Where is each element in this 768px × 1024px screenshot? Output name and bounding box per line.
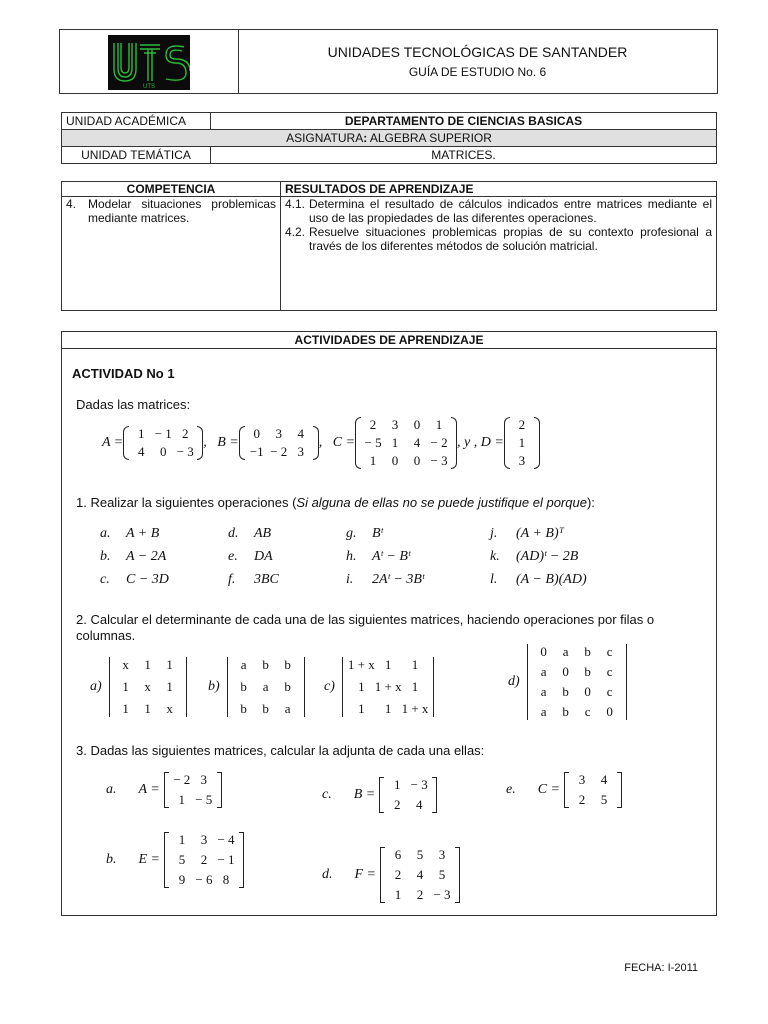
adjoint-cell: 8 bbox=[222, 872, 230, 887]
adjoint-cell: 1 bbox=[178, 792, 185, 807]
adjoint-cell: 1 bbox=[394, 887, 402, 902]
resultados-cell: 4.1. Determina el resultado de cálculos indicados entre matrices mediante el uso de las propiedades de las diferentes operaciones. 4.2. Resuelve situaciones problemicas propias de su contexto profesional a través de los diferentes métodos de solución matricial. bbox=[281, 197, 717, 311]
matrix-d-cell: 1 bbox=[518, 435, 526, 450]
svg-text:UTS: UTS bbox=[143, 84, 155, 90]
matrix-a-cell: − 1 bbox=[154, 426, 172, 441]
determinant-cell: b bbox=[262, 701, 269, 716]
actividad-title: ACTIVIDAD No 1 bbox=[72, 366, 175, 381]
matrix-c-cell: 4 bbox=[413, 435, 421, 450]
unidad-academica-label: UNIDAD ACADÉMICA bbox=[62, 113, 211, 130]
adjoint-cell: 9 bbox=[178, 872, 186, 887]
matrix-c-cell: − 2 bbox=[430, 435, 448, 450]
adjoint-cell: 2 bbox=[394, 867, 402, 882]
determinant-cell: 0 bbox=[562, 664, 569, 679]
adjoint-cell: − 6 bbox=[195, 872, 213, 887]
matrix-b-cell: 3 bbox=[297, 444, 304, 459]
matrix-d bbox=[504, 417, 540, 469]
determinant-item: b) a b b b a b b b a bbox=[208, 657, 306, 717]
adjoint-item: c. B = 1 − 3 2 4 bbox=[322, 777, 437, 813]
adjoint-matrix bbox=[164, 772, 222, 808]
adjoint-cell: − 5 bbox=[195, 792, 213, 807]
adjoint-cell: 1 bbox=[393, 777, 401, 792]
matrix-c-cell: 0 bbox=[391, 453, 399, 468]
adjoint-item: a. A = − 2 3 1 − 5 bbox=[106, 772, 222, 808]
operation-item: e. DA bbox=[228, 549, 273, 564]
determinant-cell: 1 bbox=[384, 657, 392, 672]
adjoint-cell: 3 bbox=[200, 772, 207, 787]
adjoint-matrix bbox=[164, 832, 244, 888]
operation-item: j. (A + B)ᵀ bbox=[490, 526, 565, 541]
determinant-cell: 1 bbox=[411, 679, 419, 694]
adjoint-cell: − 4 bbox=[217, 832, 235, 847]
determinant-cell: a bbox=[284, 701, 291, 716]
determinant-cell: 0 bbox=[540, 644, 547, 659]
matrix-c-cell: 2 bbox=[369, 417, 377, 432]
adjoint-item: e. C = 3 4 2 5 bbox=[506, 772, 622, 808]
question-3: 3. Dadas las siguientes matrices, calcular la adjunta de cada una ellas: bbox=[76, 743, 485, 758]
determinant-cell: 0 bbox=[584, 684, 591, 699]
adjoint-cell: 5 bbox=[178, 852, 186, 867]
determinant-cell: 1 bbox=[144, 701, 151, 716]
determinant-matrix bbox=[226, 657, 306, 717]
adjoint-cell: 5 bbox=[416, 847, 424, 862]
matrix-c-cell: 1 bbox=[369, 453, 377, 468]
adjoint-cell: 5 bbox=[600, 792, 608, 807]
operation-item: k. (AD)ᵗ − 2B bbox=[490, 549, 579, 564]
matrix-a bbox=[123, 426, 203, 460]
determinant-cell: x bbox=[122, 657, 129, 672]
matrix-d-cell: 3 bbox=[518, 453, 526, 468]
determinant-matrix bbox=[341, 657, 436, 717]
guide-number: GUÍA DE ESTUDIO No. 6 bbox=[408, 65, 547, 79]
operations-column bbox=[100, 522, 169, 591]
determinant-cell: b bbox=[562, 684, 569, 699]
adjoint-cell: 3 bbox=[438, 847, 446, 862]
adjoint-cell: 5 bbox=[438, 867, 446, 882]
asignatura-row: ASIGNATURA: ALGEBRA SUPERIOR bbox=[62, 130, 717, 147]
determinant-cell: 1 bbox=[144, 657, 151, 672]
adjoint-cell: 1 bbox=[178, 832, 186, 847]
matrix-b-cell: 3 bbox=[275, 426, 282, 441]
matrix-c bbox=[355, 417, 457, 469]
matrix-b-cell: − 2 bbox=[270, 444, 288, 459]
determinant-cell: a bbox=[540, 684, 547, 699]
adjoint-cell: 2 bbox=[200, 852, 208, 867]
determinant-cell: c bbox=[606, 684, 613, 699]
determinant-cell: 1 bbox=[166, 657, 173, 672]
matrix-a-cell: 0 bbox=[160, 444, 167, 459]
determinant-cell: c bbox=[584, 704, 591, 719]
matrix-d-cell: 2 bbox=[518, 417, 526, 432]
determinant-item: c) 1 + x 1 1 1 1 + x 1 1 1 1 + x bbox=[324, 657, 435, 717]
determinant-cell: b bbox=[284, 657, 291, 672]
fecha: FECHA: I-2011 bbox=[624, 962, 698, 974]
given-matrices: A = 1 − 1 2 4 0 − 3 , B = 0 3 4 −1 − 2 3 , C = 2 3 0 1 − 5 1 4 − 2 1 0 0 − 3 , y , D = 2 1 3 bbox=[102, 410, 540, 476]
operations-column bbox=[346, 522, 424, 591]
determinant-cell: 1 bbox=[384, 701, 392, 716]
matrix-a-cell: 2 bbox=[182, 426, 189, 441]
info-table bbox=[61, 112, 717, 164]
matrix-b-cell: −1 bbox=[249, 444, 264, 459]
adjoint-cell: − 3 bbox=[410, 777, 428, 792]
institution-name: UNIDADES TECNOLÓGICAS DE SANTANDER bbox=[327, 44, 628, 60]
matrix-a-cell: 4 bbox=[138, 444, 145, 459]
adjoint-matrix bbox=[379, 777, 437, 813]
determinant-item: a) x 1 1 1 x 1 1 1 x bbox=[90, 657, 188, 717]
dadas-text: Dadas las matrices: bbox=[76, 397, 191, 412]
operation-item: a. A + B bbox=[100, 526, 160, 541]
determinant-cell: b bbox=[584, 664, 591, 679]
question-2: 2. Calcular el determinante de cada una de las siguientes matrices, haciendo operaciones por filas o columnas. bbox=[76, 612, 655, 643]
determinant-cell: 1 bbox=[358, 679, 365, 694]
determinant-cell: a bbox=[562, 644, 569, 659]
matrix-a-cell: − 3 bbox=[176, 444, 194, 459]
determinant-cell: 1 + x bbox=[401, 701, 429, 716]
adjoint-matrix bbox=[564, 772, 622, 808]
operations-column bbox=[228, 522, 279, 591]
operation-item: h. Aᵗ − Bᵗ bbox=[346, 549, 411, 564]
operation-item: g. Bᵗ bbox=[346, 526, 383, 541]
adjoint-cell: 3 bbox=[578, 772, 586, 787]
determinant-cell: 1 + x bbox=[347, 657, 375, 672]
actividades-header: ACTIVIDADES DE APRENDIZAJE bbox=[62, 332, 716, 349]
matrix-a-cell: 1 bbox=[138, 426, 145, 441]
matrix-c-cell: 3 bbox=[391, 417, 399, 432]
matrix-b bbox=[239, 426, 319, 460]
determinant-cell: a bbox=[540, 704, 547, 719]
operation-item: d. AB bbox=[228, 526, 272, 541]
adjoint-cell: − 1 bbox=[217, 852, 235, 867]
unidad-tematica: MATRICES. bbox=[211, 147, 717, 164]
determinant-cell: x bbox=[144, 679, 151, 694]
adjoint-cell: 4 bbox=[600, 772, 608, 787]
determinant-cell: b bbox=[262, 657, 269, 672]
operation-item: l. (A − B)(AD) bbox=[490, 572, 587, 587]
determinant-cell: 1 bbox=[411, 657, 419, 672]
matrix-c-cell: 0 bbox=[413, 417, 421, 432]
uts-logo bbox=[108, 35, 190, 90]
determinant-matrix bbox=[526, 644, 628, 720]
matrix-b-cell: 4 bbox=[297, 426, 304, 441]
competencia-table bbox=[61, 181, 717, 311]
operation-item: c. C − 3D bbox=[100, 572, 169, 587]
operation-item: b. A − 2A bbox=[100, 549, 167, 564]
resultados-header: RESULTADOS DE APRENDIZAJE bbox=[281, 182, 717, 197]
adjoint-matrix bbox=[380, 847, 460, 903]
determinant-cell: 1 bbox=[122, 701, 129, 716]
competencia-cell: 4. Modelar situaciones problemicas mediante matrices. bbox=[62, 197, 281, 311]
adjoint-cell: 6 bbox=[394, 847, 402, 862]
adjoint-cell: − 3 bbox=[433, 887, 451, 902]
operation-item: i. 2Aᵗ − 3Bᵗ bbox=[346, 572, 425, 587]
determinant-cell: c bbox=[606, 644, 613, 659]
determinant-cell: 1 + x bbox=[374, 679, 402, 694]
determinant-matrix bbox=[108, 657, 188, 717]
determinant-cell: b bbox=[240, 701, 247, 716]
determinant-cell: a bbox=[540, 664, 547, 679]
departamento: DEPARTAMENTO DE CIENCIAS BASICAS bbox=[211, 113, 717, 130]
determinant-cell: b bbox=[584, 644, 591, 659]
determinant-cell: 1 bbox=[358, 701, 365, 716]
determinant-cell: 0 bbox=[606, 704, 613, 719]
determinant-cell: a bbox=[240, 657, 247, 672]
operation-item: f. 3BC bbox=[228, 572, 279, 587]
determinant-cell: 1 bbox=[166, 679, 173, 694]
adjoint-item: d. F = 6 5 3 2 4 5 1 2 − 3 bbox=[322, 847, 460, 903]
adjoint-cell: 3 bbox=[200, 832, 208, 847]
actividades-box bbox=[61, 331, 717, 916]
matrix-b-cell: 0 bbox=[253, 426, 260, 441]
determinant-cell: x bbox=[166, 701, 173, 716]
matrix-c-cell: − 5 bbox=[364, 435, 382, 450]
question-1: 1. Realizar la siguientes operaciones (Si alguna de ellas no se puede justifique el porque): bbox=[76, 495, 595, 510]
unidad-tematica-label: UNIDAD TEMÁTICA bbox=[62, 147, 211, 164]
determinant-cell: b bbox=[562, 704, 569, 719]
determinant-cell: c bbox=[606, 664, 613, 679]
adjoint-cell: 2 bbox=[393, 797, 401, 812]
logo-cell bbox=[60, 30, 239, 93]
adjoint-cell: 2 bbox=[416, 887, 424, 902]
determinant-item: d) 0 a b c a 0 b c a b 0 c a b c 0 bbox=[508, 644, 628, 720]
determinant-cell: 1 bbox=[122, 679, 129, 694]
matrix-c-cell: − 3 bbox=[430, 453, 448, 468]
matrix-c-cell: 0 bbox=[413, 453, 421, 468]
determinant-cell: a bbox=[262, 679, 269, 694]
adjoint-cell: 4 bbox=[416, 867, 424, 882]
adjoint-item: b. E = 1 3 − 4 5 2 − 1 9 − 6 8 bbox=[106, 832, 244, 888]
determinant-cell: b bbox=[284, 679, 291, 694]
competencia-header: COMPETENCIA bbox=[62, 182, 281, 197]
adjoint-cell: 2 bbox=[578, 792, 586, 807]
adjoint-cell: 4 bbox=[415, 797, 423, 812]
operations-column bbox=[490, 522, 587, 591]
matrix-c-cell: 1 bbox=[435, 417, 443, 432]
determinant-cell: b bbox=[240, 679, 247, 694]
document-header bbox=[59, 29, 718, 94]
adjoint-cell: − 2 bbox=[173, 772, 191, 787]
matrix-c-cell: 1 bbox=[391, 435, 399, 450]
